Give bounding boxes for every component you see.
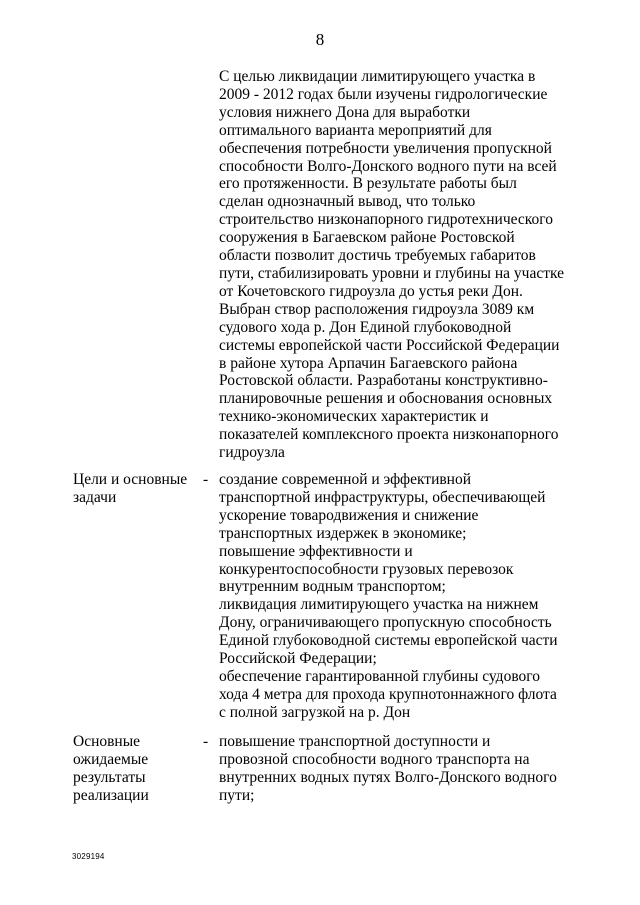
text-line: результаты (73, 768, 146, 786)
text-line: транспортных издержек в экономике; (219, 524, 467, 542)
intro-line: его протяженности. В результате работы был (219, 175, 517, 193)
intro-line: гидроузла (219, 444, 285, 462)
intro-line: Выбран створ расположения гидроузла 3089 км (219, 300, 535, 318)
text-line: транспортной инфраструктуры, обеспечивающей (219, 488, 546, 506)
page-number: 8 (315, 30, 325, 49)
text-line: обеспечение гарантированной глубины судового (219, 667, 541, 685)
intro-paragraph (219, 68, 599, 462)
intro-line: условия нижнего Дона для выработки (219, 103, 471, 121)
section-dash: - (203, 733, 209, 750)
text-line: задачи (73, 488, 117, 506)
intro-line: пути, стабилизировать уровни и глубины на участке (219, 264, 564, 282)
text-line: пути; (219, 786, 255, 804)
intro-line: в районе хутора Арпачин Багаевского района (219, 354, 518, 372)
text-line: реализации (73, 786, 149, 804)
text-line: Дону, ограничивающего пропускную способность (219, 614, 552, 632)
intro-line: сооружения в Багаевском районе Ростовской (219, 229, 515, 247)
intro-line: сделан однозначный вывод, что только (219, 193, 476, 211)
text-line: провозной способности водного транспорта на (219, 750, 530, 768)
intro-line: С целью ликвидации лимитирующего участка в (219, 68, 536, 85)
intro-line: системы европейской части Российской Федерации (219, 336, 560, 354)
text-line: Основные (73, 733, 141, 750)
text-line: хода 4 метра для прохода крупнотоннажного флота (219, 685, 557, 703)
text-line: конкурентоспособности грузовых перевозок (219, 560, 514, 578)
text-line: внутренним водным транспортом; (219, 578, 446, 596)
intro-line: способности Волго-Донского водного пути на всей (219, 157, 557, 175)
intro-line: области позволит достичь требуемых габаритов (219, 247, 536, 265)
section-dash: - (203, 471, 209, 488)
intro-line: 2009 - 2012 годах были изучены гидрологические (219, 85, 548, 103)
intro-line: планировочные решения и обоснования основных (219, 390, 553, 408)
section-label (73, 471, 193, 507)
text-line: повышение эффективности и (219, 542, 413, 560)
intro-line: Ростовской области. Разработаны конструктивно- (219, 372, 548, 390)
intro-line: показателей комплексного проекта низконапорного (219, 426, 559, 444)
intro-line: оптимального варианта мероприятий для (219, 121, 492, 139)
intro-line: обеспечения потребности увеличения пропускной (219, 139, 552, 157)
section-label (73, 733, 193, 805)
text-line: Российской Федерации; (219, 650, 377, 668)
text-line: с полной загрузкой на р. Дон (219, 703, 411, 721)
intro-line: от Кочетовского гидроузла до устья реки Дон. (219, 282, 523, 300)
intro-line: технико-экономических характеристик и (219, 408, 489, 426)
section-text (219, 733, 609, 805)
text-line: Цели и основные (73, 471, 188, 488)
text-line: внутренних водных путях Волго-Донского водного (219, 768, 557, 786)
section-text (219, 471, 609, 722)
text-line: Единой глубоководной системы европейской части (219, 632, 558, 650)
document-code: 3029194 (72, 852, 105, 861)
text-line: ликвидация лимитирующего участка на нижнем (219, 596, 539, 614)
intro-line: судового хода р. Дон Единой глубоководной (219, 318, 512, 336)
text-line: ускорение товародвижения и снижение (219, 506, 479, 524)
intro-line: строительство низконапорного гидротехнического (219, 211, 553, 229)
text-line: создание современной и эффективной (219, 471, 472, 488)
text-line: ожидаемые (73, 750, 149, 768)
text-line: повышение транспортной доступности и (219, 733, 491, 750)
